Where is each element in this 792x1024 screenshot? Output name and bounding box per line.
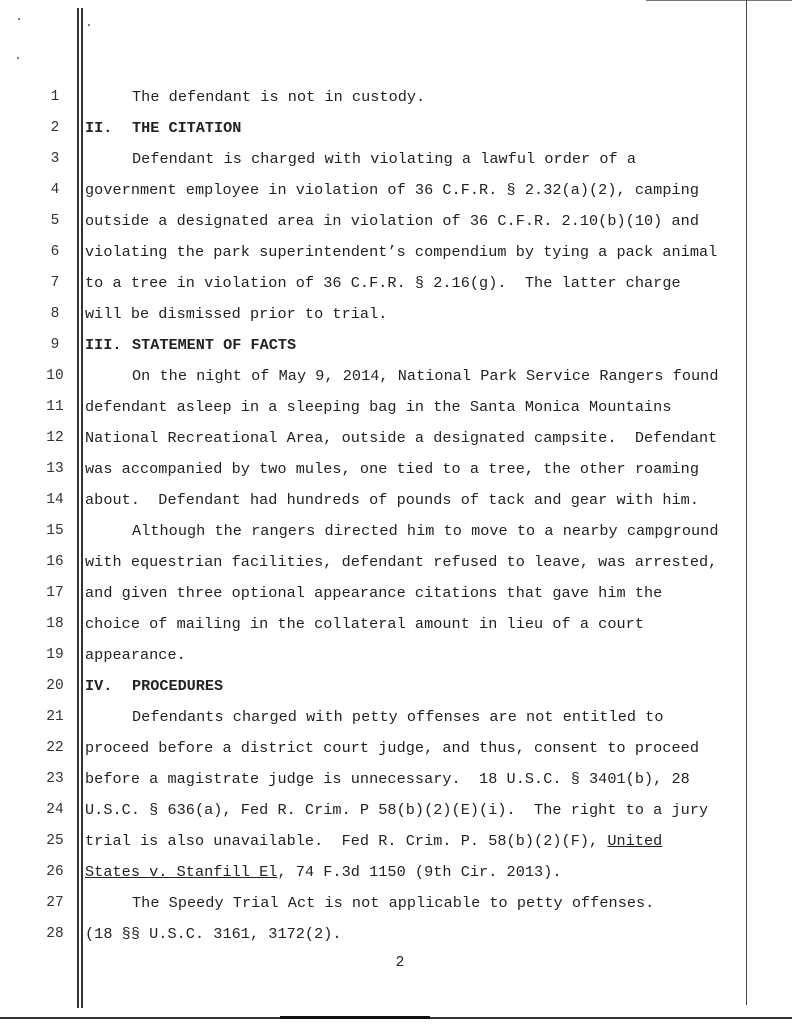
line-number: 3 bbox=[50, 151, 60, 167]
body-text bbox=[85, 268, 681, 299]
body-text bbox=[85, 919, 342, 950]
line-number: 21 bbox=[46, 709, 64, 725]
pleading-line bbox=[0, 206, 792, 237]
body-text bbox=[85, 299, 387, 330]
pleading-line bbox=[0, 671, 792, 702]
line-number: 9 bbox=[50, 337, 60, 353]
pleading-line bbox=[0, 268, 792, 299]
body-text bbox=[85, 206, 699, 237]
body-text bbox=[85, 485, 699, 516]
pleading-line bbox=[0, 919, 792, 950]
body-text bbox=[85, 454, 699, 485]
top-edge-rule bbox=[646, 0, 792, 1]
body-text bbox=[85, 764, 690, 795]
pleading-line bbox=[0, 733, 792, 764]
body-text bbox=[85, 826, 662, 857]
pleading-line bbox=[0, 113, 792, 144]
line-number: 8 bbox=[50, 306, 60, 322]
page-number: 2 bbox=[395, 955, 405, 971]
bottom-edge-shadow bbox=[280, 1016, 430, 1019]
section-number: IV. bbox=[85, 677, 113, 695]
line-number: 23 bbox=[46, 771, 64, 787]
body-text bbox=[85, 795, 708, 826]
pleading-line bbox=[0, 361, 792, 392]
text-run: trial is also unavailable. Fed R. Crim. P. 58(b)(2)(F), bbox=[85, 832, 608, 850]
pleading-line bbox=[0, 392, 792, 423]
section-number: II. bbox=[85, 119, 113, 137]
pleading-line bbox=[0, 857, 792, 888]
section-number: III. bbox=[85, 336, 122, 354]
body-text bbox=[85, 733, 699, 764]
line-number: 4 bbox=[50, 182, 60, 198]
text-run: will be dismissed prior to trial. bbox=[85, 305, 388, 323]
case-citation: States v. Stanfill El bbox=[85, 863, 278, 881]
pleading-line bbox=[0, 423, 792, 454]
line-number: 11 bbox=[46, 399, 64, 415]
pleading-line bbox=[0, 578, 792, 609]
section-heading: STATEMENT OF FACTS bbox=[132, 336, 297, 354]
body-text bbox=[85, 857, 562, 888]
text-run: appearance. bbox=[85, 646, 186, 664]
text-run: defendant asleep in a sleeping bag in the Santa Monica Mountains bbox=[85, 398, 672, 416]
line-number: 19 bbox=[46, 647, 64, 663]
text-run: outside a designated area in violation of 36 C.F.R. 2.10(b)(10) and bbox=[85, 212, 699, 230]
text-run: Although the rangers directed him to move to a nearby campground bbox=[132, 522, 719, 540]
body-text bbox=[85, 237, 717, 268]
line-number: 1 bbox=[50, 89, 60, 105]
text-run: , 74 F.3d 1150 (9th Cir. 2013). bbox=[277, 863, 562, 881]
body-text bbox=[132, 888, 654, 919]
text-run: violating the park superintendent’s compendium by tying a pack animal bbox=[85, 243, 718, 261]
line-number: 25 bbox=[46, 833, 64, 849]
body-text bbox=[85, 547, 717, 578]
line-number: 15 bbox=[46, 523, 64, 539]
line-number: 18 bbox=[46, 616, 64, 632]
scan-speck bbox=[18, 18, 20, 20]
text-run: was accompanied by two mules, one tied to a tree, the other roaming bbox=[85, 460, 699, 478]
text-run: with equestrian facilities, defendant refused to leave, was arrested, bbox=[85, 553, 718, 571]
line-number: 12 bbox=[46, 430, 64, 446]
body-text bbox=[85, 578, 662, 609]
line-number: 16 bbox=[46, 554, 64, 570]
text-run: U.S.C. § 636(a), Fed R. Crim. P 58(b)(2)(E)(i). The right to a jury bbox=[85, 801, 709, 819]
line-number: 24 bbox=[46, 802, 64, 818]
text-run: about. Defendant had hundreds of pounds of tack and gear with him. bbox=[85, 491, 699, 509]
line-number: 7 bbox=[50, 275, 60, 291]
pleading-line bbox=[0, 516, 792, 547]
body-text bbox=[85, 640, 186, 671]
pleading-line bbox=[0, 609, 792, 640]
body-text bbox=[132, 516, 719, 547]
pleading-line bbox=[0, 330, 792, 361]
body-text bbox=[85, 392, 672, 423]
scan-speck bbox=[88, 24, 90, 26]
pleading-line bbox=[0, 640, 792, 671]
body-text bbox=[85, 423, 717, 454]
body-text bbox=[85, 175, 699, 206]
line-number: 5 bbox=[50, 213, 60, 229]
line-number: 27 bbox=[46, 895, 64, 911]
text-run: to a tree in violation of 36 C.F.R. § 2.16(g). The latter charge bbox=[85, 274, 681, 292]
body-text bbox=[132, 82, 425, 113]
body-text bbox=[85, 609, 644, 640]
text-run: (18 §§ U.S.C. 3161, 3172(2). bbox=[85, 925, 342, 943]
text-run: National Recreational Area, outside a designated campsite. Defendant bbox=[85, 429, 718, 447]
line-number: 14 bbox=[46, 492, 64, 508]
body-text bbox=[132, 144, 636, 175]
text-run: The Speedy Trial Act is not applicable to petty offenses. bbox=[132, 894, 655, 912]
text-run: proceed before a district court judge, and thus, consent to proceed bbox=[85, 739, 699, 757]
text-run: government employee in violation of 36 C.F.R. § 2.32(a)(2), camping bbox=[85, 181, 699, 199]
pleading-line bbox=[0, 702, 792, 733]
pleading-line bbox=[0, 547, 792, 578]
line-number: 6 bbox=[50, 244, 60, 260]
scan-speck bbox=[17, 57, 19, 59]
text-run: Defendants charged with petty offenses are not entitled to bbox=[132, 708, 664, 726]
text-run: The defendant is not in custody. bbox=[132, 88, 426, 106]
body-text bbox=[132, 361, 719, 392]
pleading-line bbox=[0, 299, 792, 330]
line-number: 17 bbox=[46, 585, 64, 601]
text-run: Defendant is charged with violating a lawful order of a bbox=[132, 150, 637, 168]
line-number: 28 bbox=[46, 926, 64, 942]
section-heading: THE CITATION bbox=[132, 119, 242, 137]
pleading-line bbox=[0, 485, 792, 516]
pleading-line bbox=[0, 82, 792, 113]
line-number: 10 bbox=[46, 368, 64, 384]
pleading-line bbox=[0, 888, 792, 919]
text-run: On the night of May 9, 2014, National Park Service Rangers found bbox=[132, 367, 719, 385]
pleading-line bbox=[0, 144, 792, 175]
body-text bbox=[132, 702, 664, 733]
text-run: and given three optional appearance citations that gave him the bbox=[85, 584, 663, 602]
text-run: before a magistrate judge is unnecessary. 18 U.S.C. § 3401(b), 28 bbox=[85, 770, 690, 788]
line-number: 20 bbox=[46, 678, 64, 694]
line-number: 22 bbox=[46, 740, 64, 756]
pleading-line bbox=[0, 175, 792, 206]
text-run: choice of mailing in the collateral amount in lieu of a court bbox=[85, 615, 645, 633]
line-number: 26 bbox=[46, 864, 64, 880]
pleading-line bbox=[0, 795, 792, 826]
pleading-line bbox=[0, 237, 792, 268]
line-number: 2 bbox=[50, 120, 60, 136]
case-citation: United bbox=[607, 832, 663, 850]
section-heading: PROCEDURES bbox=[132, 677, 224, 695]
pleading-line bbox=[0, 764, 792, 795]
line-number: 13 bbox=[46, 461, 64, 477]
pleading-line bbox=[0, 454, 792, 485]
pleading-line bbox=[0, 826, 792, 857]
